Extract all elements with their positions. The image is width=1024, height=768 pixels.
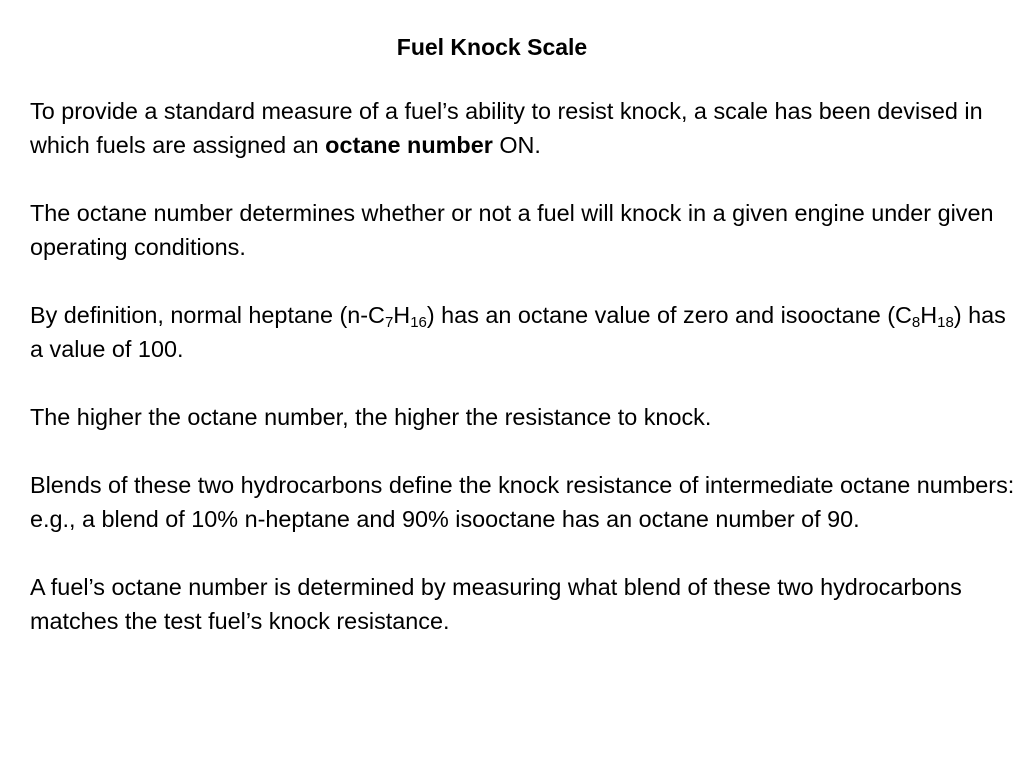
subscript: 7 xyxy=(384,314,394,331)
paragraph-text: ) has an octane value of zero and isooctane (C xyxy=(426,302,912,328)
paragraph-octane-definition xyxy=(30,94,1015,162)
paragraph-blends xyxy=(30,468,1015,536)
paragraph-text: By definition, normal heptane (n-C xyxy=(30,302,385,328)
paragraph-text: To provide a standard measure of a fuel’s ability to resist knock, a scale has been devised in which fuels are assigned an xyxy=(30,98,983,158)
paragraph-reference-fuels xyxy=(30,298,1015,366)
subscript: 8 xyxy=(911,314,921,331)
paragraph-text: H xyxy=(920,302,938,328)
paragraph-text: ) has a value of 100. xyxy=(30,302,1006,362)
paragraph-text: A fuel’s octane number is determined by measuring what blend of these two hydrocarbons matches the test fuel’s knock resistance. xyxy=(30,574,962,634)
paragraph-text: Blends of these two hydrocarbons define the knock resistance of intermediate octane numbers: e.g., a blend of 10% n-heptane and 90% isooctane has an octane number of 90. xyxy=(30,472,1015,532)
paragraph-octane-role xyxy=(30,196,1015,264)
subscript: 16 xyxy=(410,314,427,331)
paragraph-text: The octane number determines whether or not a fuel will knock in a given engine under given operating conditions. xyxy=(30,200,994,260)
slide-body xyxy=(30,94,1015,672)
paragraph-text: H xyxy=(393,302,411,328)
paragraph-text: The higher the octane number, the higher the resistance to knock. xyxy=(30,404,712,430)
octane-number-term: octane number xyxy=(325,132,493,158)
paragraph-measurement xyxy=(30,570,1015,638)
slide-title: Fuel Knock Scale xyxy=(396,34,588,60)
paragraph-knock-resistance xyxy=(30,400,1015,434)
subscript: 18 xyxy=(937,314,954,331)
paragraph-text: ON. xyxy=(492,132,541,158)
